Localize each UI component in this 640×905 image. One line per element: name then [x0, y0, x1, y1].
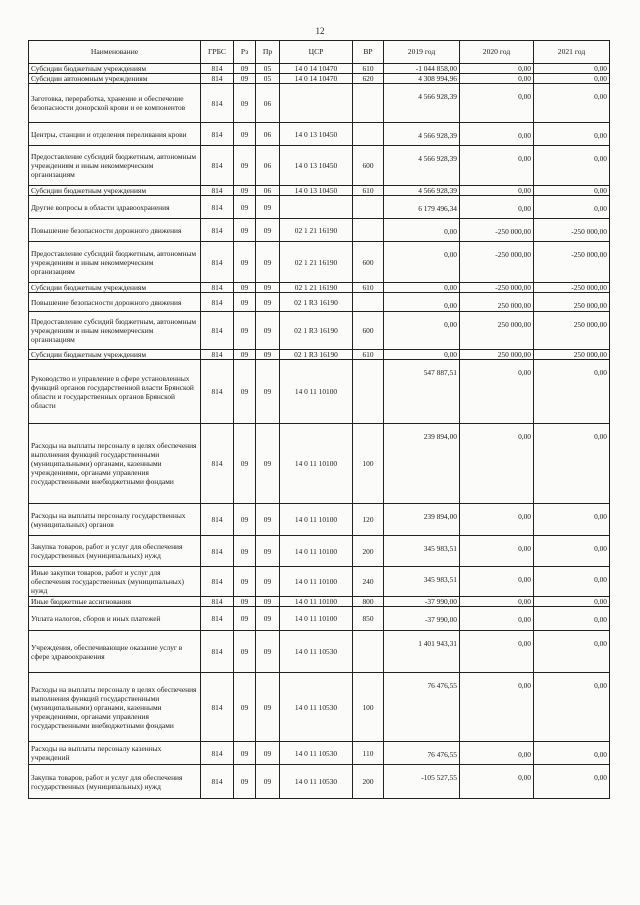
row-csr: 14 0 11 10530: [280, 631, 353, 673]
row-2020: 0,00: [460, 742, 534, 765]
row-vr: 610: [353, 350, 384, 360]
row-2019: 4 566 928,39: [384, 186, 460, 196]
row-grbs: 814: [201, 74, 234, 84]
row-2021: 0,00: [534, 631, 610, 673]
row-vr: [353, 84, 384, 123]
row-name: Повышение безопасности дорожного движения: [29, 219, 201, 242]
row-csr: 02 1 R3 16190: [280, 293, 353, 312]
row-2021: 250 000,00: [534, 293, 610, 312]
row-rz: 09: [234, 607, 256, 631]
row-2019: 0,00: [384, 350, 460, 360]
row-2019: -37 990,00: [384, 607, 460, 631]
row-pr: 09: [256, 350, 280, 360]
row-2020: 0,00: [460, 631, 534, 673]
row-pr: 09: [256, 312, 280, 350]
row-name: Субсидии бюджетным учреждениям: [29, 64, 201, 74]
table-row: [29, 283, 610, 293]
table-row: [29, 424, 610, 504]
row-vr: [353, 631, 384, 673]
col-header-name: Наименование: [29, 41, 201, 64]
row-2019: 0,00: [384, 293, 460, 312]
row-2019: 4 566 928,39: [384, 123, 460, 146]
row-2019: 4 566 928,39: [384, 84, 460, 123]
row-2021: -250 000,00: [534, 242, 610, 283]
row-pr: 09: [256, 567, 280, 597]
row-2020: 0,00: [460, 146, 534, 186]
row-csr: 14 0 14 10470: [280, 74, 353, 84]
row-csr: 14 0 13 10450: [280, 146, 353, 186]
row-2020: 0,00: [460, 74, 534, 84]
row-vr: [353, 219, 384, 242]
row-csr: 02 1 R3 16190: [280, 350, 353, 360]
row-pr: 09: [256, 631, 280, 673]
table-row: [29, 123, 610, 146]
table-row: [29, 742, 610, 765]
row-2019: 0,00: [384, 242, 460, 283]
row-pr: 09: [256, 424, 280, 504]
row-name: Закупка товаров, работ и услуг для обеспечения государственных (муниципальных) нужд: [29, 765, 201, 799]
row-grbs: 814: [201, 123, 234, 146]
row-2019: 345 983,51: [384, 567, 460, 597]
row-rz: 09: [234, 360, 256, 424]
row-pr: 09: [256, 597, 280, 607]
row-pr: 09: [256, 196, 280, 219]
row-rz: 09: [234, 312, 256, 350]
row-grbs: 814: [201, 242, 234, 283]
row-name: Уплата налогов, сборов и иных платежей: [29, 607, 201, 631]
row-pr: 09: [256, 742, 280, 765]
table-row: [29, 242, 610, 283]
row-vr: 800: [353, 597, 384, 607]
row-2021: 0,00: [534, 186, 610, 196]
row-pr: 09: [256, 765, 280, 799]
row-2019: 0,00: [384, 283, 460, 293]
row-2021: 0,00: [534, 360, 610, 424]
row-rz: 09: [234, 765, 256, 799]
row-2020: 0,00: [460, 196, 534, 219]
row-rz: 09: [234, 196, 256, 219]
row-vr: 850: [353, 607, 384, 631]
table-row: [29, 84, 610, 123]
row-rz: 09: [234, 293, 256, 312]
row-grbs: 814: [201, 312, 234, 350]
row-csr: 14 0 11 10530: [280, 765, 353, 799]
row-name: Предоставление субсидий бюджетным, автономным учреждениям и иным некоммерческим организациям: [29, 242, 201, 283]
row-2019: 1 401 943,31: [384, 631, 460, 673]
row-2020: 0,00: [460, 536, 534, 567]
row-csr: 14 0 14 10470: [280, 64, 353, 74]
row-grbs: 814: [201, 293, 234, 312]
row-csr: [280, 196, 353, 219]
row-grbs: 814: [201, 504, 234, 536]
row-csr: 14 0 11 10100: [280, 536, 353, 567]
row-csr: 14 0 13 10450: [280, 186, 353, 196]
row-2020: 0,00: [460, 607, 534, 631]
row-pr: 06: [256, 123, 280, 146]
row-name: Другие вопросы в области здравоохранения: [29, 196, 201, 219]
row-rz: 09: [234, 219, 256, 242]
row-2019: 0,00: [384, 219, 460, 242]
row-vr: [353, 196, 384, 219]
row-grbs: 814: [201, 283, 234, 293]
col-header-pr: Пр: [256, 41, 280, 64]
row-csr: 02 1 R3 16190: [280, 312, 353, 350]
row-2021: 0,00: [534, 74, 610, 84]
row-vr: 240: [353, 567, 384, 597]
row-rz: 09: [234, 283, 256, 293]
row-grbs: 814: [201, 424, 234, 504]
row-2021: 0,00: [534, 64, 610, 74]
row-grbs: 814: [201, 84, 234, 123]
row-vr: 120: [353, 504, 384, 536]
row-name: Заготовка, переработка, хранение и обеспечение безопасности донорской крови и ее компонентов: [29, 84, 201, 123]
row-rz: 09: [234, 74, 256, 84]
row-vr: 610: [353, 186, 384, 196]
row-grbs: 814: [201, 146, 234, 186]
row-2019: 4 566 928,39: [384, 146, 460, 186]
row-name: Расходы на выплаты персоналу государственных (муниципальных) органов: [29, 504, 201, 536]
table-row: [29, 196, 610, 219]
row-csr: 14 0 13 10450: [280, 123, 353, 146]
row-2019: 547 887,51: [384, 360, 460, 424]
row-name: Закупка товаров, работ и услуг для обеспечения государственных (муниципальных) нужд: [29, 536, 201, 567]
row-name: Иные закупки товаров, работ и услуг для обеспечения государственных (муниципальных) нужд: [29, 567, 201, 597]
table-row: [29, 504, 610, 536]
table-row: [29, 536, 610, 567]
row-pr: 09: [256, 360, 280, 424]
table-row: [29, 631, 610, 673]
row-vr: 110: [353, 742, 384, 765]
row-grbs: 814: [201, 536, 234, 567]
row-grbs: 814: [201, 742, 234, 765]
row-vr: 100: [353, 424, 384, 504]
row-grbs: 814: [201, 360, 234, 424]
row-2021: 0,00: [534, 84, 610, 123]
row-pr: 09: [256, 293, 280, 312]
row-grbs: 814: [201, 350, 234, 360]
row-2020: 0,00: [460, 597, 534, 607]
row-2020: 250 000,00: [460, 293, 534, 312]
row-name: Учреждения, обеспечивающие оказание услуг в сфере здравоохранения: [29, 631, 201, 673]
col-header-grbs: ГРБС: [201, 41, 234, 64]
row-2021: 0,00: [534, 123, 610, 146]
row-pr: 09: [256, 504, 280, 536]
row-vr: [353, 293, 384, 312]
row-2019: -37 990,00: [384, 597, 460, 607]
row-2021: 0,00: [534, 567, 610, 597]
row-2020: 0,00: [460, 567, 534, 597]
row-rz: 09: [234, 567, 256, 597]
col-header-rz: Рз: [234, 41, 256, 64]
row-csr: [280, 84, 353, 123]
row-2021: 0,00: [534, 196, 610, 219]
header-row: [29, 41, 610, 64]
table-row: [29, 765, 610, 799]
table-row: [29, 360, 610, 424]
row-rz: 09: [234, 597, 256, 607]
table-row: [29, 293, 610, 312]
row-rz: 09: [234, 742, 256, 765]
row-grbs: 814: [201, 607, 234, 631]
row-2021: 0,00: [534, 742, 610, 765]
row-2021: 0,00: [534, 424, 610, 504]
row-2021: 0,00: [534, 504, 610, 536]
table-row: [29, 186, 610, 196]
row-vr: [353, 123, 384, 146]
row-2019: 345 983,51: [384, 536, 460, 567]
row-grbs: 814: [201, 673, 234, 742]
table-row: [29, 597, 610, 607]
row-2021: 0,00: [534, 146, 610, 186]
col-header-csr: ЦСР: [280, 41, 353, 64]
row-name: Предоставление субсидий бюджетным, автономным учреждениям и иным некоммерческим организациям: [29, 146, 201, 186]
row-vr: 600: [353, 312, 384, 350]
row-2020: -250 000,00: [460, 283, 534, 293]
row-2019: 239 894,00: [384, 504, 460, 536]
row-grbs: 814: [201, 186, 234, 196]
row-csr: 14 0 11 10100: [280, 424, 353, 504]
row-vr: 610: [353, 64, 384, 74]
row-2019: 0,00: [384, 312, 460, 350]
row-grbs: 814: [201, 631, 234, 673]
row-grbs: 814: [201, 765, 234, 799]
row-2021: 250 000,00: [534, 312, 610, 350]
row-pr: 09: [256, 219, 280, 242]
row-2020: 250 000,00: [460, 312, 534, 350]
row-pr: 05: [256, 64, 280, 74]
row-2019: 6 179 496,34: [384, 196, 460, 219]
table-row: [29, 607, 610, 631]
row-grbs: 814: [201, 219, 234, 242]
table-row: [29, 146, 610, 186]
row-2020: 0,00: [460, 504, 534, 536]
row-grbs: 814: [201, 567, 234, 597]
row-name: Иные бюджетные ассигнования: [29, 597, 201, 607]
row-2019: -105 527,55: [384, 765, 460, 799]
row-pr: 05: [256, 74, 280, 84]
row-name: Центры, станции и отделения переливания крови: [29, 123, 201, 146]
budget-table: [28, 40, 610, 799]
row-pr: 09: [256, 673, 280, 742]
row-grbs: 814: [201, 64, 234, 74]
row-csr: 14 0 11 10530: [280, 673, 353, 742]
row-2021: 0,00: [534, 765, 610, 799]
row-vr: 610: [353, 283, 384, 293]
row-rz: 09: [234, 504, 256, 536]
row-2020: 250 000,00: [460, 350, 534, 360]
row-rz: 09: [234, 123, 256, 146]
row-2020: 0,00: [460, 765, 534, 799]
row-csr: 14 0 11 10100: [280, 504, 353, 536]
row-rz: 09: [234, 242, 256, 283]
row-vr: 200: [353, 765, 384, 799]
row-csr: 14 0 11 10100: [280, 360, 353, 424]
row-vr: 600: [353, 146, 384, 186]
table-row: [29, 567, 610, 597]
row-2021: 0,00: [534, 597, 610, 607]
row-name: Расходы на выплаты персоналу в целях обеспечения выполнения функций государственными (муниципальными) органами, казенными учреждениями, органами управления государственными внебюджетными фондами: [29, 424, 201, 504]
col-header-vr: ВР: [353, 41, 384, 64]
row-rz: 09: [234, 64, 256, 74]
row-csr: 14 0 11 10100: [280, 607, 353, 631]
row-rz: 09: [234, 350, 256, 360]
table-row: [29, 673, 610, 742]
row-csr: 02 1 21 16190: [280, 219, 353, 242]
row-2020: 0,00: [460, 673, 534, 742]
row-name: Руководство и управление в сфере установленных функций органов государственной власти Брянской области и государственных органов Брянской области: [29, 360, 201, 424]
row-rz: 09: [234, 424, 256, 504]
row-name: Субсидии бюджетным учреждениям: [29, 350, 201, 360]
col-header-2019: 2019 год: [384, 41, 460, 64]
row-2020: 0,00: [460, 360, 534, 424]
table-row: [29, 219, 610, 242]
row-name: Расходы на выплаты персоналу казенных учреждений: [29, 742, 201, 765]
table-row: [29, 74, 610, 84]
row-2021: -250 000,00: [534, 219, 610, 242]
row-rz: 09: [234, 84, 256, 123]
row-pr: 06: [256, 186, 280, 196]
row-name: Субсидии бюджетным учреждениям: [29, 186, 201, 196]
row-pr: 06: [256, 146, 280, 186]
row-2020: 0,00: [460, 186, 534, 196]
row-2019: 76 476,55: [384, 673, 460, 742]
row-2020: -250 000,00: [460, 219, 534, 242]
row-2019: 76 476,55: [384, 742, 460, 765]
row-vr: 600: [353, 242, 384, 283]
row-grbs: 814: [201, 597, 234, 607]
row-2019: 239 894,00: [384, 424, 460, 504]
row-csr: 14 0 11 10100: [280, 567, 353, 597]
row-pr: 09: [256, 283, 280, 293]
row-rz: 09: [234, 146, 256, 186]
row-2020: -250 000,00: [460, 242, 534, 283]
row-vr: [353, 360, 384, 424]
row-name: Расходы на выплаты персоналу в целях обеспечения выполнения функций государственными (муниципальными) органами, казенными учреждениями, органами управления государственными внебюджетными фондами: [29, 673, 201, 742]
row-name: Повышение безопасности дорожного движения: [29, 293, 201, 312]
row-csr: 02 1 21 16190: [280, 242, 353, 283]
row-vr: 620: [353, 74, 384, 84]
row-2020: 0,00: [460, 64, 534, 74]
row-name: Субсидии бюджетным учреждениям: [29, 283, 201, 293]
row-2019: 4 308 994,96: [384, 74, 460, 84]
row-pr: 09: [256, 242, 280, 283]
row-grbs: 814: [201, 196, 234, 219]
page-number: 12: [315, 26, 325, 36]
row-name: Субсидии автономным учреждениям: [29, 74, 201, 84]
row-csr: 14 0 11 10100: [280, 597, 353, 607]
row-2020: 0,00: [460, 84, 534, 123]
row-2019: -1 044 858,00: [384, 64, 460, 74]
row-2021: -250 000,00: [534, 283, 610, 293]
row-pr: 06: [256, 84, 280, 123]
row-2021: 0,00: [534, 536, 610, 567]
row-name: Предоставление субсидий бюджетным, автономным учреждениям и иным некоммерческим организациям: [29, 312, 201, 350]
row-rz: 09: [234, 536, 256, 567]
row-pr: 09: [256, 607, 280, 631]
row-vr: 100: [353, 673, 384, 742]
row-2020: 0,00: [460, 123, 534, 146]
row-rz: 09: [234, 673, 256, 742]
row-csr: 02 1 21 16190: [280, 283, 353, 293]
table-row: [29, 312, 610, 350]
row-pr: 09: [256, 536, 280, 567]
row-rz: 09: [234, 186, 256, 196]
table-row: [29, 350, 610, 360]
row-2021: 0,00: [534, 673, 610, 742]
row-2021: 0,00: [534, 607, 610, 631]
row-2021: 250 000,00: [534, 350, 610, 360]
col-header-2021: 2021 год: [534, 41, 610, 64]
row-rz: 09: [234, 631, 256, 673]
row-csr: 14 0 11 10530: [280, 742, 353, 765]
row-vr: 200: [353, 536, 384, 567]
row-2020: 0,00: [460, 424, 534, 504]
table-row: [29, 64, 610, 74]
col-header-2020: 2020 год: [460, 41, 534, 64]
